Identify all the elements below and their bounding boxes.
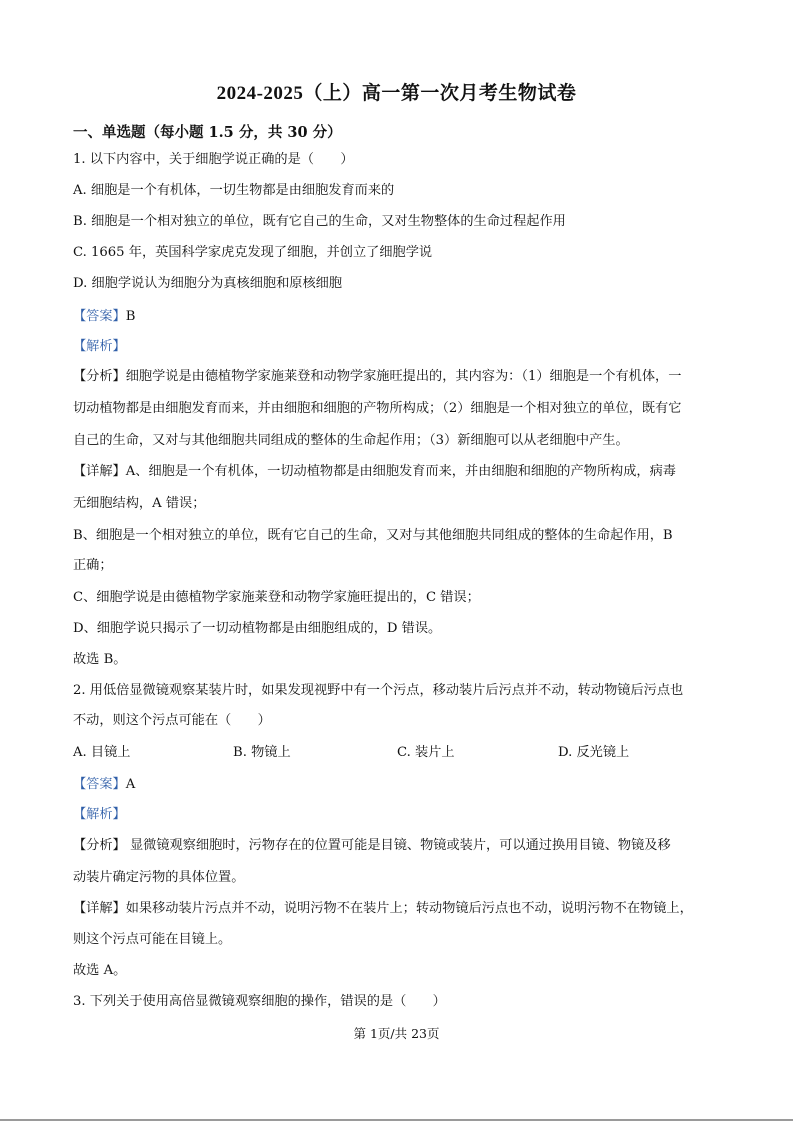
q1-option-d: D. 细胞学说认为细胞分为真核细胞和原核细胞 xyxy=(73,276,343,291)
q2-option-a: A. 目镜上 xyxy=(73,745,131,760)
q1-fenxi-line: 【分析】细胞学说是由德植物学家施莱登和动物学家施旺提出的，其内容为：（1）细胞是一个有机体，一 xyxy=(73,369,682,384)
q2-answer xyxy=(73,776,135,794)
answer-value: B xyxy=(125,309,136,324)
q1-analysis-tag: 【解析】 xyxy=(73,339,126,354)
q1-xiangjie-line: D、细胞学说只揭示了一切动植物都是由细胞组成的，D 错误。 xyxy=(73,621,442,636)
q1-option-a: A. 细胞是一个有机体，一切生物都是由细胞发育而来的 xyxy=(73,183,395,198)
answer-tag: 【答案】 xyxy=(73,777,126,792)
section-heading: 一、单选题（每小题 1.5 分，共 30 分） xyxy=(73,124,342,141)
q1-conclusion: 故选 B。 xyxy=(73,652,127,667)
page-title: 2024-2025（上）高一第一次月考生物试卷 xyxy=(216,83,577,104)
q2-stem: 2. 用低倍显微镜观察某装片时，如果发现视野中有一个污点，移动装片后污点并不动，转动物镜后污点也 xyxy=(73,683,684,698)
q2-xiangjie-line: 则这个污点可能在目镜上。 xyxy=(73,932,232,947)
q1-stem: 1. 以下内容中，关于细胞学说正确的是（ ） xyxy=(73,152,354,167)
q1-xiangjie-line: B、细胞是一个相对独立的单位，既有它自己的生命，又对与其他细胞共同组成的整体的生命起作用，B xyxy=(73,528,673,543)
q1-option-b: B. 细胞是一个相对独立的单位，既有它自己的生命，又对生物整体的生命过程起作用 xyxy=(73,214,566,229)
q2-option-b: B. 物镜上 xyxy=(233,745,291,760)
q2-fenxi-line: 【分析】 显微镜观察细胞时，污物存在的位置可能是目镜、物镜或装片，可以通过换用目镜、物镜及移 xyxy=(73,838,671,853)
q2-xiangjie-line: 【详解】如果移动装片污点并不动，说明污物不在装片上；转动物镜后污点也不动，说明污物不在物镜上， xyxy=(73,901,693,916)
q1-fenxi-line: 自己的生命，又对与其他细胞共同组成的整体的生命起作用；（3）新细胞可以从老细胞中产生。 xyxy=(73,433,629,448)
q1-xiangjie-line: 无细胞结构，A 错误； xyxy=(73,496,206,511)
q1-fenxi-line: 切动植物都是由细胞发育而来，并由细胞和细胞的产物所构成；（2）细胞是一个相对独立的单位，既有它 xyxy=(73,401,682,416)
q1-xiangjie-line: 【详解】A、细胞是一个有机体，一切动植物都是由细胞发育而来，并由细胞和细胞的产物所构成，病毒 xyxy=(73,464,676,479)
q1-answer xyxy=(73,308,135,326)
q1-xiangjie-line: 正确； xyxy=(73,558,113,573)
q1-xiangjie-line: C、细胞学说是由德植物学家施莱登和动物学家施旺提出的，C 错误； xyxy=(73,590,480,605)
answer-tag: 【答案】 xyxy=(73,309,126,324)
q2-stem: 不动，则这个污点可能在（ ） xyxy=(73,713,271,728)
page-footer: 第 1页/共 23页 xyxy=(353,1026,440,1041)
q2-option-d: D. 反光镜上 xyxy=(558,745,630,760)
q2-option-c: C. 装片上 xyxy=(397,745,455,760)
bottom-divider xyxy=(0,1119,793,1121)
q2-analysis-tag: 【解析】 xyxy=(73,807,126,822)
q3-stem: 3. 下列关于使用高倍显微镜观察细胞的操作，错误的是（ ） xyxy=(73,994,446,1009)
q2-fenxi-line: 动装片确定污物的具体位置。 xyxy=(73,870,245,885)
q2-conclusion: 故选 A。 xyxy=(73,963,127,978)
q1-option-c: C. 1665 年，英国科学家虎克发现了细胞，并创立了细胞学说 xyxy=(73,245,433,260)
answer-value: A xyxy=(125,777,136,792)
